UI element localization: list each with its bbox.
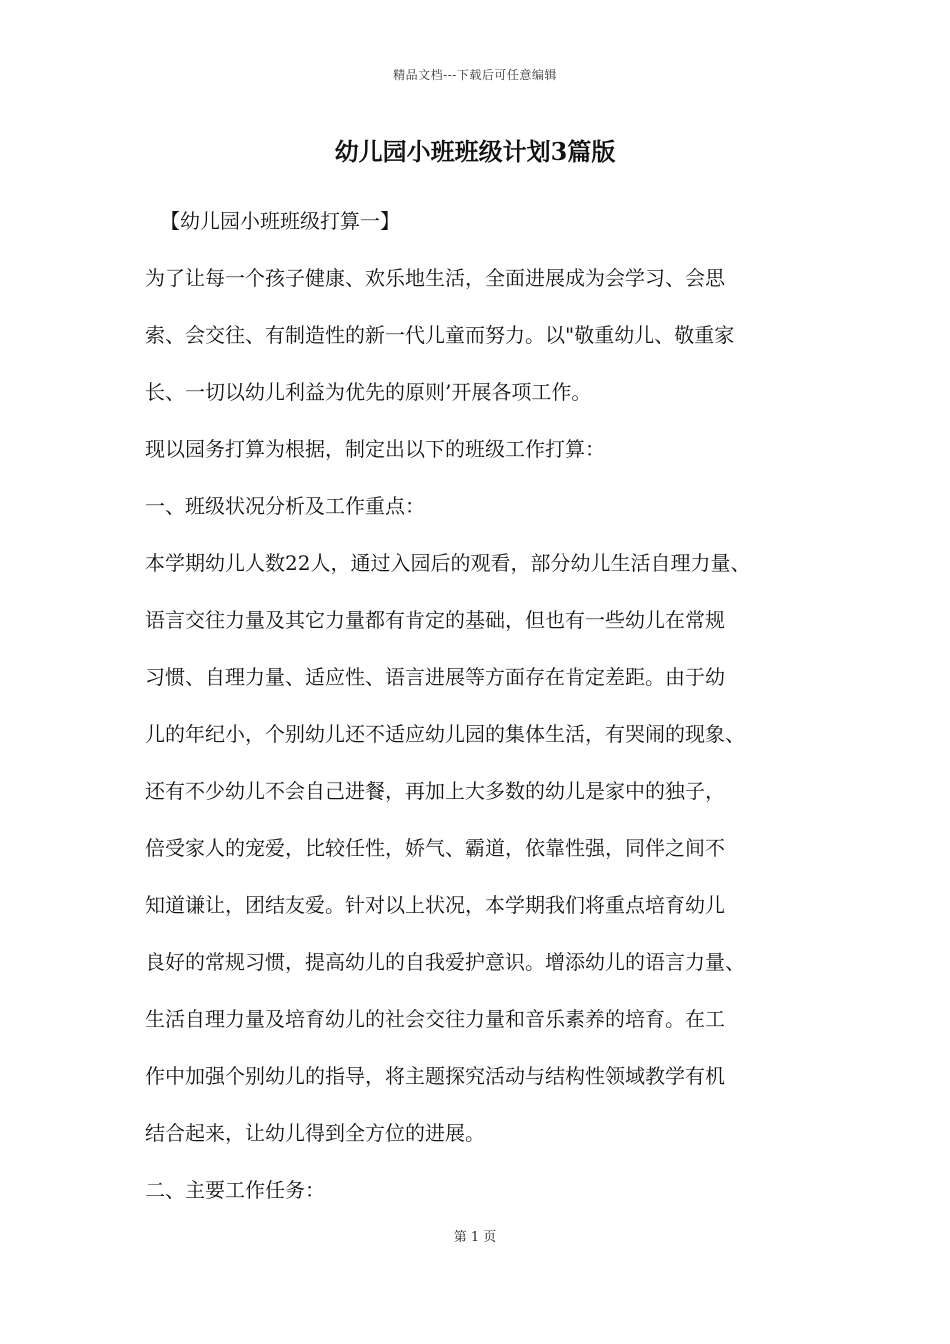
list-heading-1: 一、班级状况分析及工作重点： — [145, 494, 425, 518]
text-line: 儿的年纪小，个别幼儿还不适应幼儿园的集体生活，有哭闹的现象、 — [145, 722, 745, 746]
text-line: 良好的常规习惯，提高幼儿的自我爱护意识。增添幼儿的语言力量、 — [145, 950, 745, 974]
text-line: 知道谦让，团结友爱。针对以上状况，本学期我们将重点培育幼儿 — [145, 893, 725, 917]
text-line: 本学期幼儿人数22人，通过入园后的观看，部分幼儿生活自理力量、 — [145, 551, 751, 575]
section-heading: 【幼儿园小班班级打算一】 — [160, 209, 400, 233]
text-line: 为了让每一个孩子健康、欢乐地生活，全面进展成为会学习、会思 — [145, 266, 725, 290]
text-line: 长、一切以幼儿利益为优先的原则’开展各项工作。 — [145, 380, 592, 404]
text-line: 结合起来，让幼儿得到全方位的进展。 — [145, 1121, 485, 1145]
page-header: 精品文档---下载后可任意编辑 — [393, 68, 557, 82]
text-line: 生活自理力量及培育幼儿的社会交往力量和音乐素养的培育。在工 — [145, 1007, 725, 1031]
document-title: 幼儿园小班班级计划3篇版 — [334, 137, 616, 166]
text-line: 还有不少幼儿不会自己进餐，再加上大多数的幼儿是家中的独子， — [145, 779, 725, 803]
text-line: 习惯、自理力量、适应性、语言进展等方面存在肯定差距。由于幼 — [145, 665, 725, 689]
list-heading-2: 二、主要工作任务： — [145, 1178, 325, 1202]
body-text — [145, 260, 825, 1229]
text-line: 索、会交往、有制造性的新一代儿童而努力。以"敬重幼儿、敬重家 — [145, 323, 735, 347]
text-line: 现以园务打算为根据，制定出以下的班级工作打算： — [145, 437, 605, 461]
text-line: 作中加强个别幼儿的指导，将主题探究活动与结构性领域教学有机 — [145, 1064, 725, 1088]
page-number: 第 1 页 — [453, 1230, 497, 1245]
text-line: 倍受家人的宠爱，比较任性，娇气、霸道，依靠性强，同伴之间不 — [145, 836, 725, 860]
text-line: 语言交往力量及其它力量都有肯定的基础，但也有一些幼儿在常规 — [145, 608, 725, 632]
